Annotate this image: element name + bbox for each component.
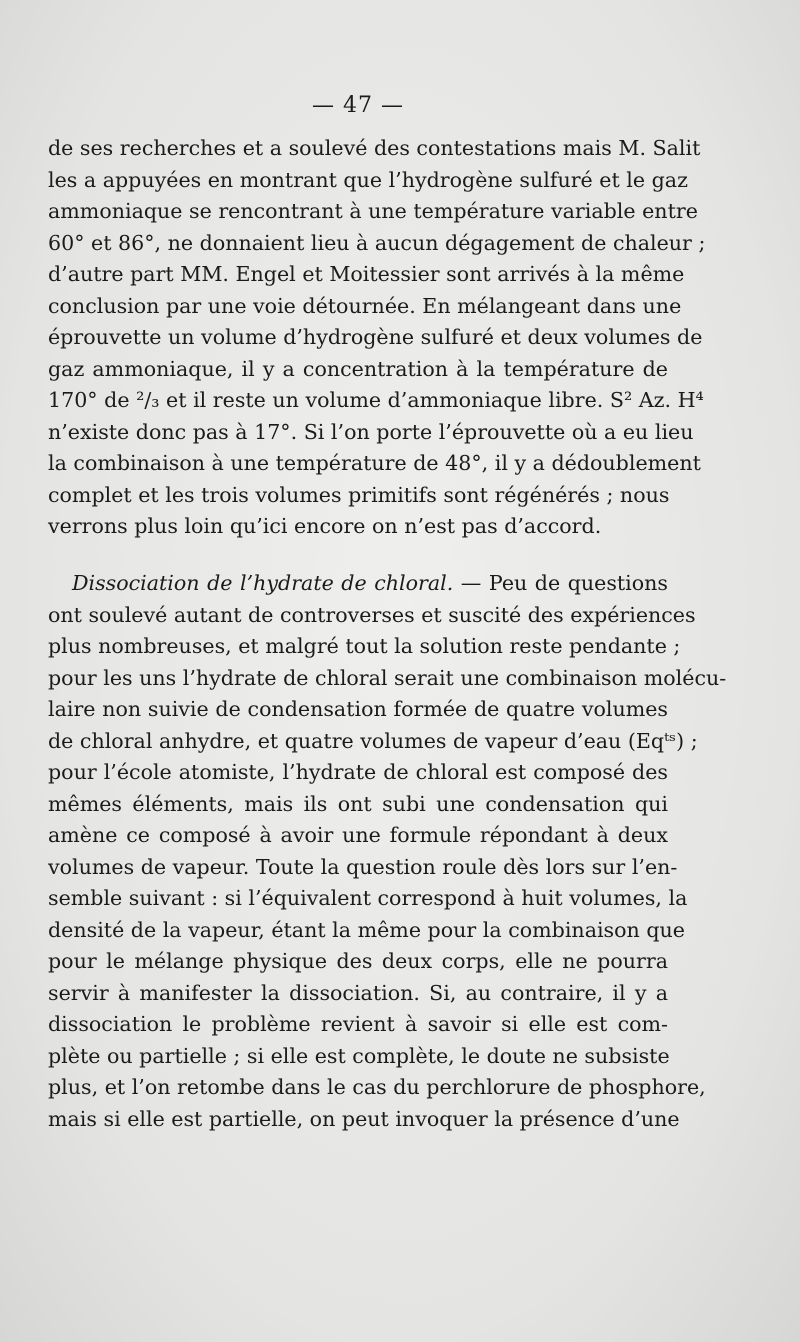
text-line: verrons plus loin qu’ici encore on n’est pas d’accord.: [48, 514, 602, 538]
text-line: plus nombreuses, et malgré tout la solution reste pendante ;: [48, 634, 681, 658]
section-heading: Dissociation de l’hydrate de chloral.: [72, 571, 454, 595]
text-line: ammoniaque se rencontrant à une température variable entre: [48, 199, 698, 223]
page-number: — 47 —: [312, 93, 404, 118]
text-line: éprouvette un volume d’hydrogène sulfuré et deux volumes de: [48, 325, 703, 349]
text-line: mêmes éléments, mais ils ont subi une condensation qui: [48, 791, 668, 816]
text-line: n’existe donc pas à 17°. Si l’on porte l’éprouvette où a eu lieu: [48, 419, 694, 444]
text-line: d’autre part MM. Engel et Moitessier sont arrivés à la même: [48, 262, 685, 286]
text-line: la combinaison à une température de 48°, il y a dédoublement: [48, 451, 701, 475]
text-line: pour le mélange physique des deux corps, elle ne pourra: [48, 949, 668, 973]
text-line: conclusion par une voie détournée. En mélangeant dans une: [48, 293, 682, 318]
text-line: ont soulevé autant de controverses et suscité des expériences: [48, 602, 696, 627]
text-line: pour les uns l’hydrate de chloral serait une combinaison molécu-: [48, 665, 727, 690]
text-line: de chloral anhydre, et quatre volumes de vapeur d’eau (Eqᵗˢ) ;: [48, 728, 698, 753]
text-line: 60° et 86°, ne donnaient lieu à aucun dégagement de chaleur ;: [48, 230, 706, 255]
heading-line-rest: — Peu de questions: [453, 571, 668, 595]
text-line: amène ce composé à avoir une formule répondant à deux: [48, 823, 668, 847]
text-line: mais si elle est partielle, on peut invoquer la présence d’une: [48, 1106, 680, 1131]
text-line: complet et les trois volumes primitifs sont régénérés ; nous: [48, 482, 670, 507]
heading-line: [48, 568, 668, 600]
text-line: plus, et l’on retombe dans le cas du perchlorure de phosphore,: [48, 1075, 706, 1099]
text-line: densité de la vapeur, étant la même pour la combinaison que: [48, 917, 685, 942]
text-line: semble suivant : si l’équivalent correspond à huit volumes, la: [48, 886, 688, 910]
text-line: 170° de ²/₃ et il reste un volume d’ammoniaque libre. S² Az. H⁴: [48, 388, 704, 412]
text-line: de ses recherches et a soulevé des contestations mais M. Salit: [48, 136, 701, 160]
text-line: plète ou partielle ; si elle est complète, le doute ne subsiste: [48, 1043, 670, 1068]
text-line: laire non suivie de condensation formée de quatre volumes: [48, 697, 668, 721]
paragraph-1: [48, 133, 706, 543]
paragraph-2: [48, 568, 727, 1135]
text-line: servir à manifester la dissociation. Si, au contraire, il y a: [48, 980, 668, 1005]
text-line: volumes de vapeur. Toute la question roule dès lors sur l’en-: [48, 854, 678, 879]
text-line: gaz ammoniaque, il y a concentration à la température de: [48, 356, 668, 381]
text-line: pour l’école atomiste, l’hydrate de chloral est composé des: [48, 760, 668, 784]
text-line: dissociation le problème revient à savoir si elle est com-: [48, 1012, 668, 1036]
text-line: les a appuyées en montrant que l’hydrogène sulfuré et le gaz: [48, 167, 688, 192]
